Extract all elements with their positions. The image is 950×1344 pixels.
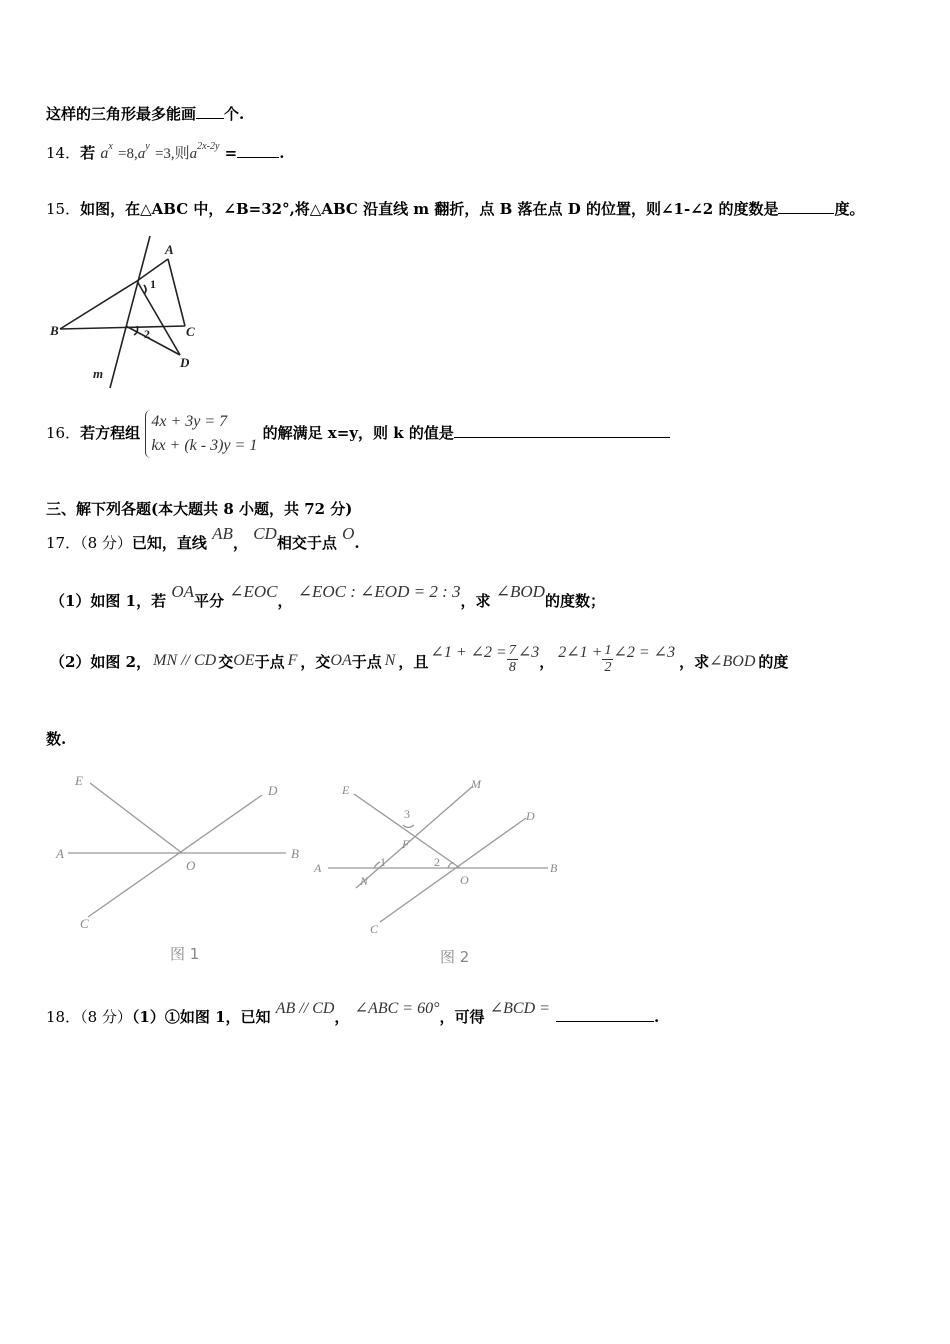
figure-15 — [40, 228, 220, 393]
label-D: D — [526, 809, 535, 823]
label-N: N — [360, 874, 369, 888]
label-1: 1 — [380, 855, 386, 869]
question-15: 15．如图，在△ABC 中，∠B=32°,将△ABC 沿直线 m 翻折，点 B 落在点 D 的位置，则∠1-∠2 的度数是 度。 — [46, 200, 865, 218]
label-D: D — [268, 783, 278, 798]
label-E: E — [75, 773, 83, 788]
label-C: C — [370, 922, 379, 936]
label-D: D — [180, 355, 190, 370]
question-16: 16．若方程组 4x + 3y = 7 kx + (k - 3)y = 1 的解满足 x=y，则 k 的值是 — [46, 410, 670, 458]
question-17-part-2-cont: 数. — [46, 730, 67, 748]
figure-1 — [50, 765, 320, 970]
question-17-part-2: （2）如图 2， MN // CD 交 OE 于点 F ，交 OA 于点 N ，且 ∠1 + ∠2 = $\frac{7}{8}$ ∠3 ， 2∠1 + $\frac{1}{2}$ ∠2 = ∠3 ，求 ∠BOD 的度 — [50, 642, 789, 675]
label-O: O — [460, 873, 469, 887]
label-1: 1 — [150, 277, 156, 291]
label-O: O — [186, 858, 196, 873]
line-m — [110, 236, 150, 388]
label-A: A — [165, 242, 174, 257]
line-0: 这样的三角形最多能画 个. — [46, 105, 245, 123]
caption-fig-2: 图 2 — [440, 948, 470, 966]
angle-3-arc — [403, 825, 414, 828]
label-B: B — [291, 846, 299, 861]
question-17-part-1: （1）如图 1，若 OA平分 ∠EOC， ∠EOC : ∠EOD = 2 : 3，求 ∠BOD的度数； — [50, 582, 605, 610]
label-2: 2 — [144, 327, 150, 341]
label-m: m — [93, 366, 104, 381]
segment-BA — [60, 281, 137, 329]
question-17: 17．（8 分）已知，直线 AB， CD相交于点 O. — [46, 524, 360, 552]
segment-AC — [168, 259, 185, 326]
line-CD — [380, 818, 526, 922]
question-14: 14．若 $a^x =8,a^y =3$,则$a^{2x-2y}$ = . — [46, 141, 285, 162]
answer-blank — [196, 104, 224, 119]
label-F: F — [402, 837, 410, 851]
answer-blank — [556, 1007, 654, 1022]
figure-2 — [308, 770, 568, 970]
segment-BC — [60, 326, 185, 329]
label-B: B — [550, 861, 558, 875]
label-A: A — [56, 846, 64, 861]
label-E: E — [342, 783, 350, 797]
ray-OE — [354, 794, 460, 868]
label-C: C — [186, 324, 195, 339]
line-CD — [88, 795, 262, 917]
answer-blank — [237, 143, 279, 158]
section-3-heading: 三、解下列各题(本大题共 8 小题，共 72 分) — [46, 500, 353, 518]
equation-system: 4x + 3y = 7 kx + (k - 3)y = 1 — [145, 410, 257, 458]
label-3: 3 — [404, 807, 410, 821]
label-A: A — [314, 861, 322, 875]
fraction-1-2: $\frac{1}{2}$ — [604, 642, 612, 675]
label-2: 2 — [434, 855, 440, 869]
angle-1-arc — [144, 285, 146, 294]
answer-blank — [454, 423, 670, 438]
caption-fig-1: 图 1 — [170, 945, 200, 963]
fraction-7-8: $\frac{7}{8}$ — [508, 642, 516, 675]
answer-blank — [778, 199, 834, 214]
label-C: C — [80, 916, 89, 931]
label-M: M — [471, 777, 481, 791]
ray-OE — [90, 783, 182, 853]
question-18: 18．（8 分）（1）①如图 1，已知 AB // CD， ∠ABC = 60°，可得 ∠BCD = . — [46, 1000, 660, 1026]
label-B: B — [50, 323, 59, 338]
